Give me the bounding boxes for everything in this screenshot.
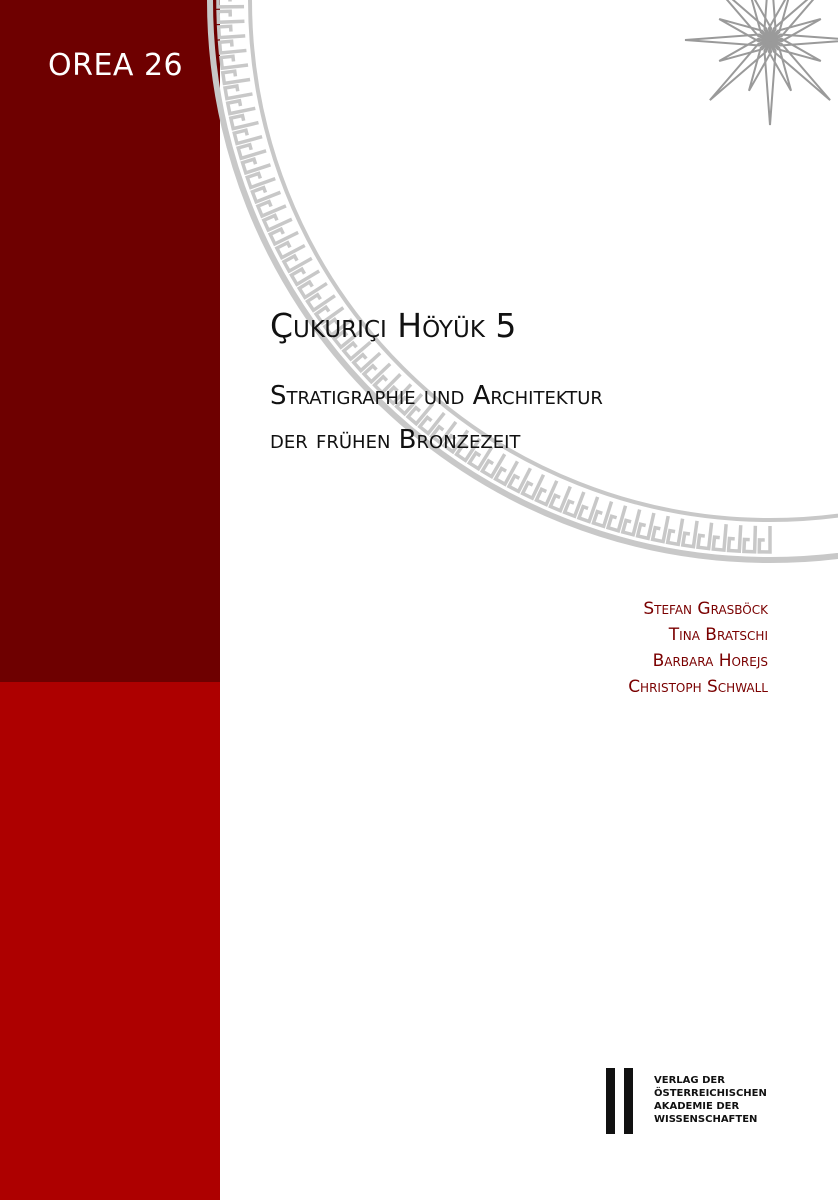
author-name: Tina Bratschi [668, 625, 768, 645]
publisher-line: VERLAG DER [654, 1075, 725, 1086]
publisher-line: WISSENSCHAFTEN [654, 1114, 758, 1125]
author-list [628, 596, 768, 700]
series-label: OREA 26 [48, 48, 184, 83]
subtitle-line-1: Stratigraphie und Architektur [270, 381, 603, 411]
author-name: Christoph Schwall [628, 677, 768, 697]
publisher-logo-icon [606, 1068, 636, 1134]
subtitle-line-2: der frühen Bronzezeit [270, 425, 521, 455]
book-title: Çukuriçi Höyük 5 [270, 306, 517, 345]
book-subtitle [270, 374, 790, 462]
publisher-line: ÖSTERREICHISCHEN [654, 1088, 767, 1099]
author-name: Stefan Grasböck [643, 599, 768, 619]
publisher-line: AKADEMIE DER [654, 1101, 740, 1112]
author-name: Barbara Horejs [652, 651, 768, 671]
publisher-name [654, 1074, 794, 1126]
